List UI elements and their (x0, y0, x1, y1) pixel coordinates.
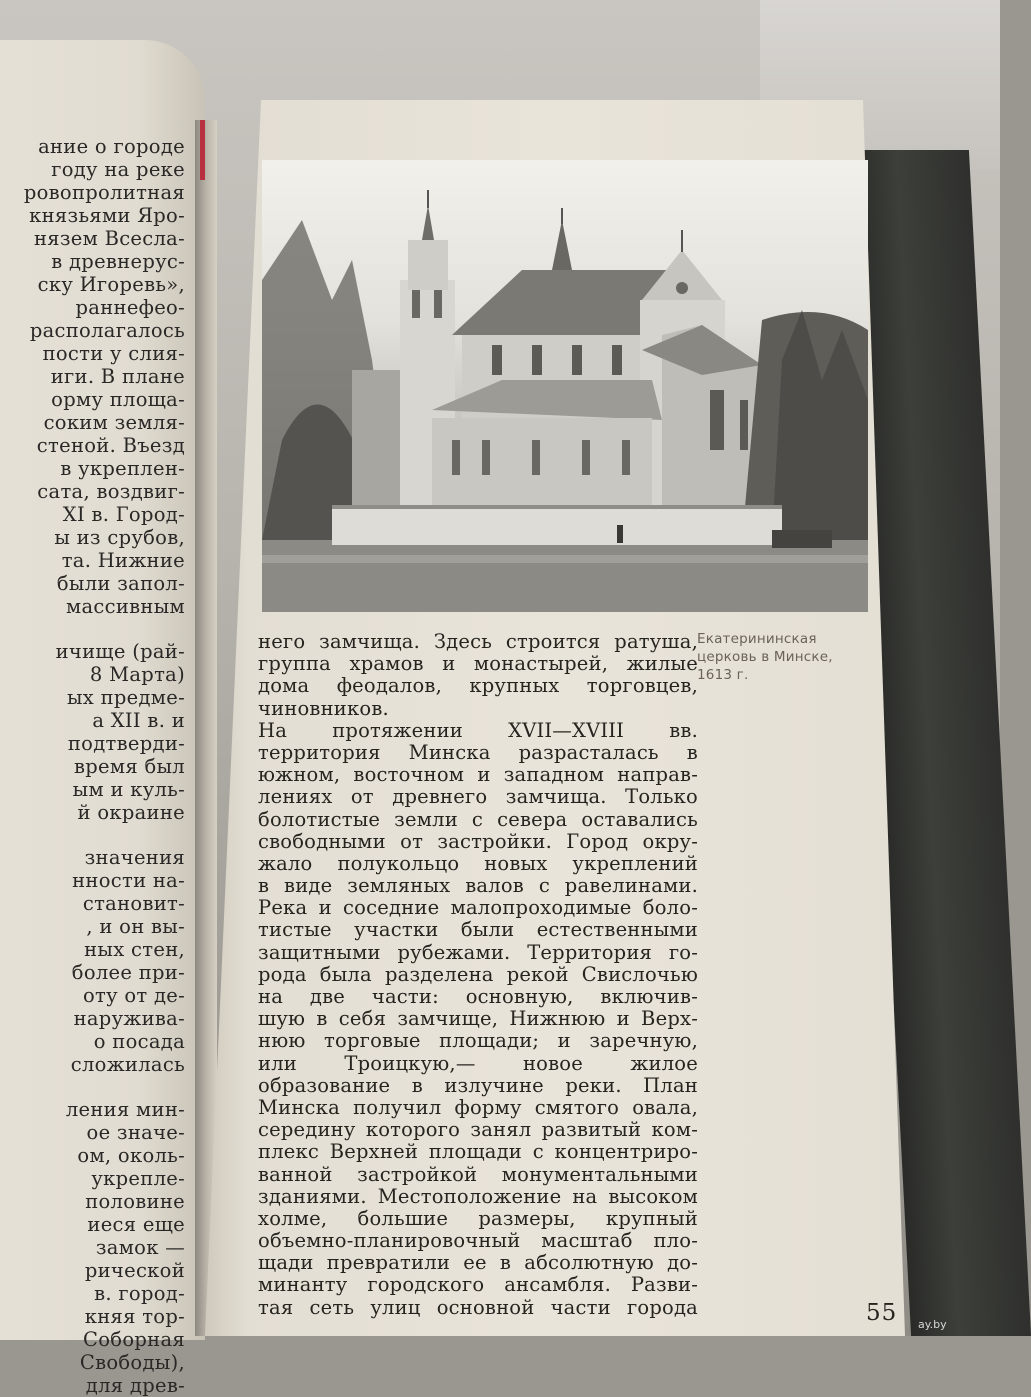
text-line: На протяжении XVII—XVIII вв. (258, 718, 698, 742)
left-page-line: ое значе- (86, 1121, 185, 1144)
text-line: защитными рубежами. Территория го- (258, 940, 698, 964)
text-line: Минска получил форму смятого овала, (258, 1095, 698, 1119)
left-page-line: в. город- (94, 1282, 185, 1305)
left-page-line: сложилась (70, 1053, 185, 1076)
left-page-line: ичище (рай- (55, 640, 185, 663)
left-page-line: соким земля- (43, 411, 185, 434)
left-page-line: были запол- (56, 572, 185, 595)
left-page-line: рической (84, 1259, 185, 1282)
left-page-line: й окраине (77, 801, 185, 824)
caption-line: 1613 г. (697, 667, 749, 683)
left-page-line: более при- (71, 961, 185, 984)
caption-line: Екатерининская (697, 631, 817, 647)
left-page-line: замок — (95, 1236, 185, 1259)
text-line: середину которого занял развитый ком- (258, 1118, 698, 1142)
text-line: рода была разделена рекой Свислочью (258, 962, 698, 986)
text-line: зданиями. Местоположение на высоком (258, 1184, 698, 1208)
page-number: 55 (866, 1300, 898, 1326)
left-page-line: орму площа- (51, 388, 185, 411)
left-page-line: а XII в. и (92, 709, 185, 732)
left-page-line: сата, воздвиг- (37, 480, 185, 503)
text-line: шую в себя замчище, Нижнюю и Верх- (258, 1007, 698, 1031)
church-photo (262, 160, 868, 612)
left-page-line: оту от де- (82, 984, 185, 1007)
left-page-line: нязем Всесла- (33, 227, 185, 250)
left-page (0, 40, 205, 1397)
left-page-line: Свободы), (79, 1351, 185, 1374)
left-page-line: в древнерус- (51, 250, 185, 273)
watermark: ay.by (918, 1318, 947, 1331)
left-page-line: князьями Яро- (29, 204, 185, 227)
left-page-line (0, 618, 185, 640)
left-page-line: ску Игоревь», (37, 273, 185, 296)
left-page-line: ых предме- (66, 686, 185, 709)
left-page-line: княя тор- (84, 1305, 185, 1328)
left-page-line: в укреплен- (60, 457, 185, 480)
left-page-line: та. Нижние (61, 549, 185, 572)
text-line: свободными от застройки. Город окру- (258, 829, 698, 853)
text-line: или Троицкую,— новое жилое (258, 1051, 698, 1075)
text-line: группа храмов и монастырей, жилые (258, 652, 698, 676)
left-page-line: стеной. Въезд (36, 434, 185, 457)
left-page-line: о посада (93, 1030, 185, 1053)
left-page-line: подтверди- (67, 732, 185, 755)
text-line: дома феодалов, крупных торговцев, (258, 674, 698, 698)
text-line: тистые участки были естественными (258, 918, 698, 942)
left-page-line: становит- (82, 892, 185, 915)
left-page-line: году на реке (51, 158, 185, 181)
text-line: образование в излучине реки. План (258, 1073, 698, 1097)
text-line: на две части: основную, включив- (258, 985, 698, 1008)
left-page-line: половине (85, 1190, 185, 1213)
text-line: болотистые земли с севера оставались (258, 807, 698, 831)
left-page-line (0, 824, 185, 846)
left-page-line: ных стен, (84, 938, 185, 961)
text-line: него замчища. Здесь строится ратуша, (258, 630, 698, 653)
text-line: тая сеть улиц основной части города (258, 1295, 698, 1319)
text-line: в виде земляных валов с равелинами. (258, 874, 698, 898)
left-page-line: ание о городе (38, 135, 185, 158)
church-illustration (262, 160, 868, 612)
left-page-text (0, 135, 185, 1397)
text-line: южном, восточном и западном направ- (258, 763, 698, 787)
left-page-line: , и он вы- (86, 915, 185, 938)
left-page-line: ым и куль- (72, 778, 185, 801)
caption-line: церковь в Минске, (697, 649, 833, 665)
text-line: нюю торговые площади; и заречную, (258, 1029, 698, 1053)
left-page-line: нности на- (72, 869, 185, 892)
left-page-line: значения (84, 846, 185, 869)
text-line: ванной застройкой монументальными (258, 1162, 698, 1186)
left-page-line: наружива- (73, 1007, 185, 1030)
left-page-line: располагалось (29, 319, 185, 342)
left-page-line: укрепле- (91, 1167, 185, 1190)
text-line: лениях от древнего замчища. Только (258, 785, 698, 809)
text-line: холме, большие размеры, крупный (258, 1206, 698, 1230)
left-page-line: ления мин- (65, 1098, 185, 1121)
main-text-block (258, 631, 698, 1319)
text-line: щади превратили ее в абсолютную до- (258, 1251, 698, 1275)
left-page-line: иги. В плане (50, 365, 185, 388)
text-line: территория Минска разрасталась в (258, 740, 698, 764)
text-line: плекс Верхней площади с концентриро- (258, 1140, 698, 1164)
text-line: минанту городского ансамбля. Разви- (258, 1273, 698, 1297)
left-page-line: для древ- (85, 1374, 185, 1397)
left-page-line: 8 Марта) (89, 663, 185, 686)
left-page-line: иеся еще (87, 1213, 185, 1236)
left-page-line: раннефео- (75, 296, 185, 319)
left-page-line: массивным (66, 595, 185, 618)
spine-ribbon (200, 120, 205, 180)
left-page-line: ы из срубов, (54, 526, 185, 549)
left-page-line: XI в. Город- (62, 503, 185, 526)
text-line: чиновников. (258, 696, 389, 720)
left-page-line (0, 1076, 185, 1098)
text-line: Река и соседние малопроходимые боло- (258, 896, 698, 920)
left-page-line: ровопролитная (23, 181, 185, 204)
text-line: жало полукольцо новых укреплений (258, 851, 698, 875)
left-page-line: ом, околь- (77, 1144, 185, 1167)
left-page-line: Соборная (83, 1328, 185, 1351)
left-page-line: пости у слия- (42, 342, 185, 365)
text-line: объемно-планировочный масштаб пло- (258, 1229, 698, 1253)
left-page-line: время был (73, 755, 185, 778)
photo-caption (697, 630, 857, 684)
